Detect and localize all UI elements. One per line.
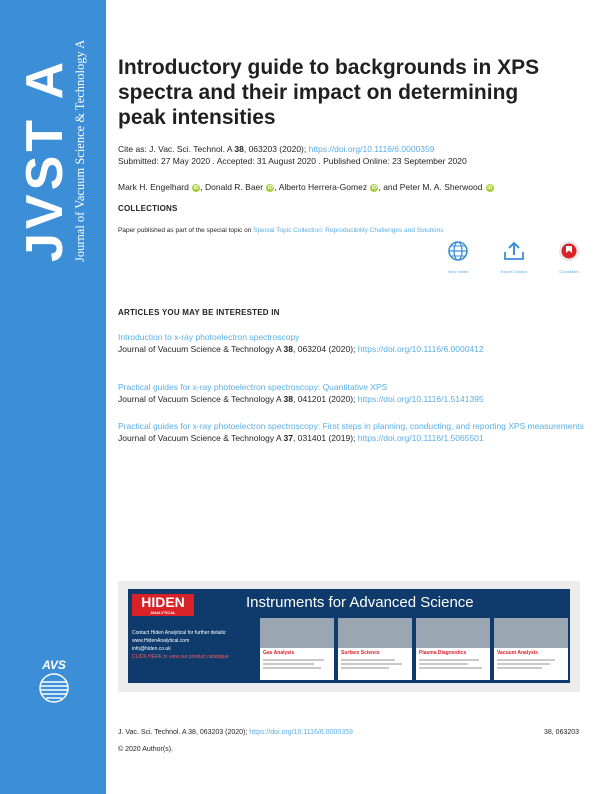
footer-citation-text: J. Vac. Sci. Technol. A 38, 063203 (2020); <box>118 729 250 736</box>
view-online-label: View online <box>447 269 469 274</box>
related-article-journal: Journal of Vacuum Science & Technology A <box>118 344 284 354</box>
author-name[interactable]: Donald R. Baer <box>204 182 264 192</box>
journal-logo <box>4 20 102 270</box>
related-article <box>118 331 588 355</box>
author-separator: , and <box>378 182 400 192</box>
hiden-logo <box>132 594 194 616</box>
journal-sidebar <box>0 0 106 794</box>
related-article-doi-link[interactable]: https://doi.org/10.1116/6.0000412 <box>357 344 484 354</box>
ad-contact-website[interactable]: www.HidenAnalytical.com <box>132 638 190 644</box>
ad-card-title: Vacuum Analysis <box>497 650 538 656</box>
collections-heading: COLLECTIONS <box>118 204 178 213</box>
collections-note-text: Paper published as part of the special topic on <box>118 227 254 234</box>
related-article <box>118 381 588 405</box>
product-image <box>416 618 490 648</box>
product-image <box>338 618 412 648</box>
avs-logo <box>34 658 74 704</box>
related-heading: ARTICLES YOU MAY BE INTERESTED IN <box>118 308 280 317</box>
ad-brand: HIDEN <box>141 594 185 610</box>
footer-page-number: 38, 063203 <box>544 729 580 736</box>
ad-product-card[interactable] <box>494 618 568 680</box>
ad-card-text <box>494 656 568 670</box>
avs-logo-text: AVS <box>42 658 66 672</box>
cite-rest: , 063203 (2020); <box>243 144 309 154</box>
related-article-ref: , 063204 (2020); <box>293 344 358 354</box>
crossmark-button[interactable] <box>549 240 589 274</box>
collections-note <box>118 227 443 234</box>
ad-product-card[interactable] <box>260 618 334 680</box>
footer-doi-link[interactable]: https://doi.org/10.1116/6.0000359 <box>249 729 353 736</box>
author-list <box>118 182 494 192</box>
related-article-title-link[interactable]: Introduction to x-ray photoelectron spectroscopy <box>118 332 300 342</box>
ad-contact-line: Contact Hiden Analytical for further details: <box>132 630 227 636</box>
related-article-journal: Journal of Vacuum Science & Technology A <box>118 433 284 443</box>
export-icon <box>502 240 526 262</box>
ad-card-title: Gas Analysis <box>263 650 295 656</box>
ad-card-title: Plasma Diagnostics <box>419 650 467 656</box>
ad-product-card[interactable] <box>416 618 490 680</box>
citation-block <box>118 143 467 167</box>
ad-contact-email[interactable]: info@hiden.co.uk <box>132 646 171 652</box>
crossmark-label: CrossMark <box>559 269 579 274</box>
author-separator: , <box>274 182 279 192</box>
ad-card-text <box>338 656 412 670</box>
special-topic-link[interactable]: Special Topic Collection: Reproducibility Challenges and Solutions <box>253 227 444 234</box>
author-separator: , <box>200 182 205 192</box>
ad-brand-sub: ANALYTICAL <box>150 610 176 615</box>
related-article-doi-link[interactable]: https://doi.org/10.1116/1.5141395 <box>357 394 484 404</box>
related-article-doi-link[interactable]: https://doi.org/10.1116/1.5065501 <box>357 433 484 443</box>
author-name[interactable]: Alberto Herrera-Gomez <box>278 182 368 192</box>
journal-fullname: Journal of Vacuum Science & Technology A <box>73 39 87 262</box>
ad-contact <box>132 629 252 661</box>
copyright: © 2020 Author(s). <box>118 746 173 753</box>
cite-volume: 38 <box>234 144 244 154</box>
ad-card-title: Surface Science <box>341 650 380 656</box>
related-article-journal: Journal of Vacuum Science & Technology A <box>118 394 284 404</box>
ad-tagline: Instruments for Advanced Science <box>246 594 474 611</box>
orcid-icon[interactable]: iD <box>371 185 377 191</box>
view-online-button[interactable] <box>438 240 478 274</box>
ad-card-text <box>260 656 334 670</box>
globe-icon <box>447 240 469 262</box>
ad-banner[interactable] <box>128 589 570 683</box>
cite-label: Cite as: J. Vac. Sci. Technol. A <box>118 144 235 154</box>
crossmark-icon <box>558 240 580 262</box>
export-citation-button[interactable] <box>494 240 534 274</box>
related-article-title-link[interactable]: Practical guides for x-ray photoelectron spectroscopy: First steps in planning, conducting, and reporting XPS measurements <box>118 421 584 431</box>
cite-doi-link[interactable]: https://doi.org/10.1116/6.0000359 <box>308 144 435 154</box>
cite-line <box>118 143 467 155</box>
author-name[interactable]: Mark H. Engelhard <box>118 182 189 192</box>
ad-card-text <box>416 656 490 670</box>
advertisement[interactable] <box>118 581 580 692</box>
dates-line: Submitted: 27 May 2020 . Accepted: 31 August 2020 . Published Online: 23 September 2020 <box>118 156 467 166</box>
related-article-volume: 38 <box>283 344 294 354</box>
orcid-icon[interactable]: iD <box>267 185 273 191</box>
related-article-ref: , 031401 (2019); <box>293 433 358 443</box>
author-name[interactable]: Peter M. A. Sherwood <box>399 182 483 192</box>
article-title: Introductory guide to backgrounds in XPS spectra and their impact on determining peak intensities <box>118 56 540 129</box>
product-image <box>260 618 334 648</box>
related-article-volume: 37 <box>283 433 294 443</box>
footer-citation <box>118 729 353 736</box>
ad-contact-cta[interactable]: CLICK HERE to view our product catalogue <box>132 654 229 660</box>
product-image <box>494 618 568 648</box>
export-citation-label: Export Citation <box>500 269 528 274</box>
related-article-ref: , 041201 (2020); <box>293 394 358 404</box>
ad-product-card[interactable] <box>338 618 412 680</box>
related-article-volume: 38 <box>283 394 294 404</box>
related-article <box>118 420 588 444</box>
orcid-icon[interactable]: iD <box>193 185 199 191</box>
orcid-icon[interactable]: iD <box>487 185 493 191</box>
journal-abbrev: JVST A <box>16 57 74 262</box>
related-article-title-link[interactable]: Practical guides for x-ray photoelectron spectroscopy: Quantitative XPS <box>118 382 388 392</box>
